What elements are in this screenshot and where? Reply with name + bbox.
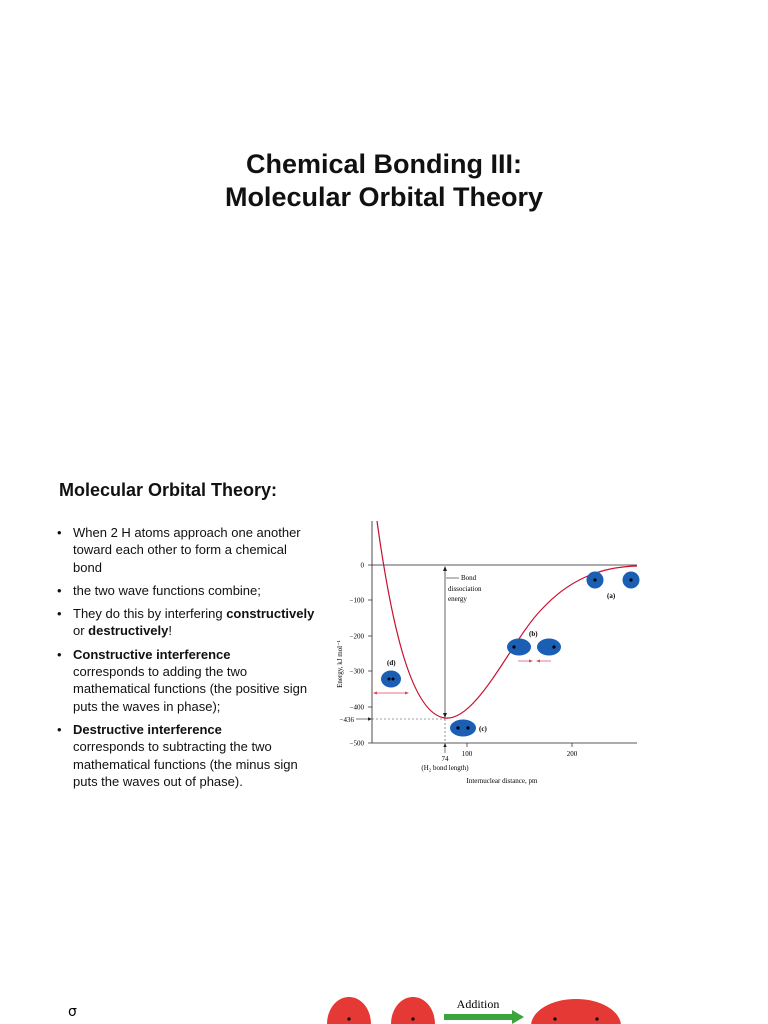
bullet-dot: • xyxy=(57,721,62,737)
molecule-c-nucleus-2 xyxy=(466,726,469,729)
molecule-d xyxy=(381,671,401,688)
y-special-arrowhead xyxy=(368,717,372,720)
potential-curve xyxy=(377,521,637,718)
molecule-d-nucleus-2 xyxy=(392,678,395,681)
bullet-dot: • xyxy=(57,582,62,598)
y-tick-label: −100 xyxy=(349,596,364,605)
page-title xyxy=(0,148,768,214)
y-tick-label: 0 xyxy=(360,561,364,570)
potential-energy-figure xyxy=(322,519,640,787)
atom-a-left-nucleus xyxy=(593,578,596,581)
bullet-text: corresponds to subtracting the two mathematical functions (the minus sign puts the waves out of phase). xyxy=(73,739,298,789)
arrow-d-head-right xyxy=(405,692,409,695)
bullet-bold: destructively xyxy=(88,623,169,639)
bond-energy-label: Bond xyxy=(461,574,477,582)
x-axis-label: Internuclear distance, pm xyxy=(466,777,538,785)
bullet-text: the two wave functions combine; xyxy=(73,582,261,598)
bullet-text: They do this by interfering xyxy=(73,606,227,622)
bond-energy-label: dissociation xyxy=(448,585,482,593)
label-a: (a) xyxy=(607,592,616,600)
molecule-d-nucleus-1 xyxy=(388,678,391,681)
x-tick-label: 100 xyxy=(461,750,473,758)
arrow-b-left-head xyxy=(529,660,533,663)
addition-arrow-head xyxy=(512,1010,524,1024)
x-special-caption: (H₂ bond length) xyxy=(421,764,469,772)
bullet-bold: Constructive interference xyxy=(73,646,231,662)
combined-nucleus-1 xyxy=(553,1017,556,1020)
bullet-item xyxy=(57,524,319,576)
y-special-tick-label: −436 xyxy=(339,716,354,724)
bullet-bold: constructively xyxy=(226,606,315,622)
y-axis-label: Energy, kJ mol⁻¹ xyxy=(336,640,344,688)
combined-nucleus-2 xyxy=(595,1017,598,1020)
x-tick-label: 200 xyxy=(566,750,578,758)
molecule-c xyxy=(450,720,476,737)
bullet-item xyxy=(57,582,319,599)
bullet-bold: Destructive interference xyxy=(73,721,222,737)
y-tick-label: −300 xyxy=(349,667,364,676)
atom-b-left-nucleus xyxy=(512,645,515,648)
orbital-nucleus-1 xyxy=(347,1017,350,1020)
title-line-1: Chemical Bonding III: xyxy=(245,149,522,179)
x-special-arrowhead xyxy=(443,743,446,747)
atom-a-right-nucleus xyxy=(629,578,632,581)
title-line-2: Molecular Orbital Theory xyxy=(224,182,544,212)
arrow-b-right-head xyxy=(536,660,540,663)
bullet-text: When 2 H atoms approach one another toward each other to form a chemical bond xyxy=(73,525,301,575)
section-heading: Molecular Orbital Theory: xyxy=(59,480,278,500)
addition-label: Addition xyxy=(456,997,500,1011)
y-tick-label: −200 xyxy=(349,632,364,641)
bond-energy-arrowhead-top xyxy=(443,566,447,571)
label-b: (b) xyxy=(529,630,538,638)
bullet-item xyxy=(57,646,319,715)
label-c: (c) xyxy=(479,725,487,733)
bullet-dot: • xyxy=(57,606,62,622)
bullet-item xyxy=(57,605,319,640)
atom-b-right xyxy=(537,639,561,656)
bullet-text: ! xyxy=(168,623,172,639)
bullet-dot: • xyxy=(57,646,62,662)
y-tick-label: −400 xyxy=(349,703,364,712)
orbital-nucleus-2 xyxy=(411,1017,414,1020)
bullet-item xyxy=(57,721,319,790)
bullet-text: or xyxy=(73,623,89,639)
atom-b-right-nucleus xyxy=(552,645,555,648)
label-d: (d) xyxy=(387,659,396,667)
bullet-dot: • xyxy=(57,525,62,540)
y-tick-label: −500 xyxy=(349,739,364,748)
combined-orbital xyxy=(531,999,621,1024)
addition-arrow-shaft xyxy=(444,1014,514,1020)
sigma-symbol: σ xyxy=(68,1004,77,1020)
molecule-c-nucleus-1 xyxy=(456,726,459,729)
addition-figure xyxy=(326,993,628,1024)
bullet-text: corresponds to adding the two mathematical functions (the positive sign puts the waves in phase); xyxy=(73,664,308,714)
x-special-tick-label: 74 xyxy=(441,755,449,763)
arrow-d-head-left xyxy=(373,692,377,695)
x-ticks xyxy=(467,743,572,747)
bond-energy-label: energy xyxy=(448,595,467,603)
y-ticks xyxy=(368,565,372,743)
bullet-list xyxy=(57,524,319,796)
atom-b-left xyxy=(507,639,531,656)
